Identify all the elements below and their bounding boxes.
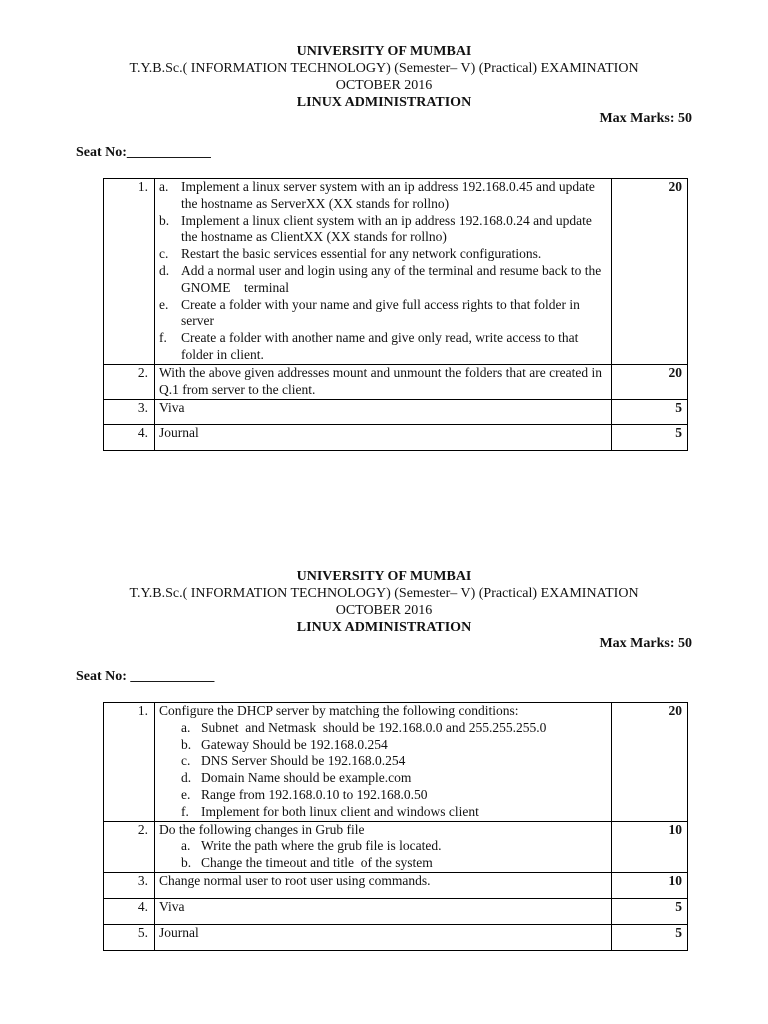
- table-row: [104, 179, 688, 365]
- university-name: UNIVERSITY OF MUMBAI: [296, 569, 472, 584]
- list-item: b. Gateway Should be 192.168.0.254: [181, 736, 388, 752]
- university-name: UNIVERSITY OF MUMBAI: [296, 44, 472, 59]
- max-marks: Max Marks: 50: [599, 636, 692, 651]
- list-item: a. Subnet and Netmask should be 192.168.0.0 and 255.255.255.0: [181, 719, 547, 735]
- question-text: [155, 703, 612, 822]
- table-row: [104, 425, 688, 451]
- list-item: e. Create a folder with your name and give full access rights to that folder in server: [159, 296, 580, 329]
- table-row: [104, 872, 688, 898]
- paper-header: [0, 43, 768, 111]
- question-number: 1.: [104, 703, 155, 822]
- list-item: d. Domain Name should be example.com: [181, 770, 412, 786]
- table-row: [104, 924, 688, 950]
- list-item: e. Range from 192.168.0.10 to 192.168.0.50: [181, 786, 428, 802]
- question-number: 4.: [104, 425, 155, 451]
- subject-title: LINUX ADMINISTRATION: [296, 95, 472, 110]
- list-item: b. Change the timeout and title of the system: [181, 855, 433, 871]
- question-text: Journal: [155, 425, 612, 451]
- question-number: 2.: [104, 821, 155, 872]
- question-stem: Configure the DHCP server by matching the following conditions:: [159, 703, 519, 718]
- seat-number: Seat No:____________: [76, 145, 211, 160]
- question-number: 5.: [104, 924, 155, 950]
- exam-title: T.Y.B.Sc.( INFORMATION TECHNOLOGY) (Semester– V) (Practical) EXAMINATION: [129, 586, 639, 601]
- question-table: [103, 702, 688, 951]
- question-marks: 5: [612, 924, 688, 950]
- max-marks: Max Marks: 50: [599, 111, 692, 126]
- question-marks: 20: [612, 179, 688, 365]
- list-item: b. Implement a linux client system with an ip address 192.168.0.24 and update the hostname as ClientXX (XX stands for rollno): [159, 212, 592, 245]
- list-item: d. Add a normal user and login using any of the terminal and resume back to the GNOME terminal: [159, 262, 605, 295]
- list-item: f. Implement for both linux client and windows client: [181, 803, 479, 819]
- sub-question-list: [159, 838, 607, 872]
- question-text: [155, 179, 612, 365]
- exam-session: OCTOBER 2016: [335, 603, 433, 618]
- table-row: [104, 365, 688, 400]
- question-stem: Do the following changes in Grub file: [159, 821, 365, 837]
- question-marks: 20: [612, 365, 688, 400]
- exam-title: T.Y.B.Sc.( INFORMATION TECHNOLOGY) (Semester– V) (Practical) EXAMINATION: [129, 61, 639, 76]
- question-text: Change normal user to root user using commands.: [155, 872, 612, 898]
- question-text: With the above given addresses mount and unmount the folders that are created in Q.1 from server to the client.: [155, 365, 612, 400]
- question-marks: 5: [612, 425, 688, 451]
- question-marks: 10: [612, 821, 688, 872]
- subject-title: LINUX ADMINISTRATION: [296, 620, 472, 635]
- list-item: a. Write the path where the grub file is located.: [181, 838, 442, 854]
- question-number: 3.: [104, 400, 155, 425]
- question-number: 4.: [104, 898, 155, 924]
- paper-header: [0, 568, 768, 636]
- table-row: [104, 821, 688, 872]
- question-text: Journal: [155, 924, 612, 950]
- seat-number: Seat No: ____________: [76, 669, 215, 684]
- question-text: Viva: [155, 400, 612, 425]
- question-marks: 5: [612, 400, 688, 425]
- table-row: [104, 898, 688, 924]
- question-table: [103, 178, 688, 451]
- question-text: Viva: [155, 898, 612, 924]
- list-item: a. Implement a linux server system with an ip address 192.168.0.45 and update the hostname as ServerXX (XX stands for rollno): [159, 179, 595, 211]
- sub-question-list: [159, 179, 607, 364]
- sub-question-list: [159, 720, 607, 821]
- question-marks: 10: [612, 872, 688, 898]
- table-row: [104, 703, 688, 822]
- question-marks: 5: [612, 898, 688, 924]
- list-item: c. Restart the basic services essential for any network configurations.: [159, 246, 542, 262]
- question-number: 1.: [104, 179, 155, 365]
- exam-session: OCTOBER 2016: [335, 78, 433, 93]
- question-text: [155, 821, 612, 872]
- list-item: f. Create a folder with another name and give only read, write access to that folder in client.: [159, 330, 579, 362]
- table-row: [104, 400, 688, 425]
- list-item: c. DNS Server Should be 192.168.0.254: [181, 753, 406, 769]
- question-marks: 20: [612, 703, 688, 822]
- question-number: 2.: [104, 365, 155, 400]
- question-number: 3.: [104, 872, 155, 898]
